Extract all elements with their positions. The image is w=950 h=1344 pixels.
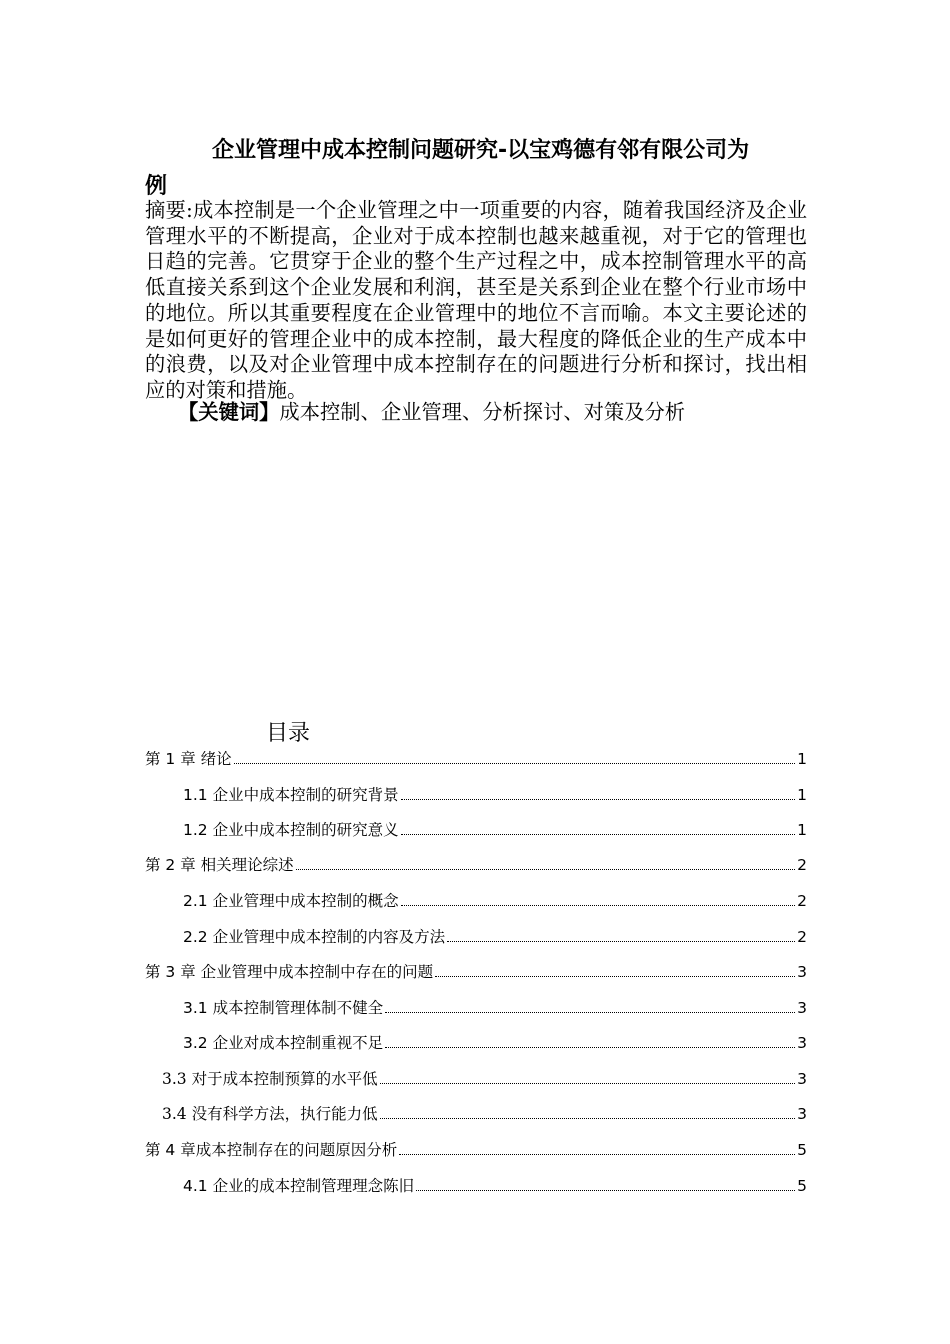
keywords-text: 成本控制、企业管理、分析探讨、对策及分析	[279, 400, 686, 424]
toc-entry-1-1[interactable]	[183, 783, 807, 807]
toc-dot-leader	[385, 1046, 795, 1048]
toc-dot-leader	[447, 940, 795, 942]
toc-entry-3-1[interactable]	[183, 996, 807, 1020]
toc-entry-4-1[interactable]	[183, 1174, 807, 1198]
toc-entry-text: 3.3 对于成本控制预算的水平低	[162, 1070, 378, 1088]
abstract-paragraph: 摘要:成本控制是一个企业管理之中一项重要的内容，随着我国经济及企业管理水平的不断提高，企业对于成本控制也越来越重视，对于它的管理也日趋的完善。它贯穿于企业的整个生产过程之中，成本控制管理水平的高低直接关系到这个企业发展和利润，甚至是关系到企业在整个行业市场中的地位。所以其重要程度在企业管理中的地位不言而喻。本文主要论述的是如何更好的管理企业中的成本控制，最大程度的降低企业的生产成本中的浪费，以及对企业管理中成本控制存在的问题进行分析和探讨，找出相应的对策和措施。	[145, 198, 807, 402]
toc-entry-text: 第 2 章 相关理论综述	[145, 856, 294, 874]
toc-page-number: 3	[797, 999, 807, 1017]
toc-dot-leader	[399, 1153, 795, 1155]
keywords-label: 【关键词】	[178, 400, 280, 424]
toc-dot-leader	[234, 762, 795, 764]
toc-heading: 目录	[266, 721, 311, 746]
toc-page-number: 1	[797, 786, 807, 804]
toc-dot-leader	[380, 1082, 796, 1084]
toc-entry-text: 1.2 企业中成本控制的研究意义	[183, 821, 399, 839]
toc-dot-leader	[401, 904, 796, 906]
toc-page-number: 2	[797, 928, 807, 946]
toc-entry-chapter-3[interactable]	[145, 960, 807, 984]
toc-page-number: 5	[797, 1141, 807, 1159]
toc-entry-2-2[interactable]	[183, 925, 807, 949]
document-title: 企业管理中成本控制问题研究-以宝鸡德有邻有限公司为	[212, 138, 750, 163]
toc-entry-text: 4.1 企业的成本控制管理理念陈旧	[183, 1177, 415, 1195]
toc-entry-text: 3.2 企业对成本控制重视不足	[183, 1034, 384, 1052]
toc-page-number: 3	[797, 963, 807, 981]
toc-entry-chapter-4[interactable]	[145, 1138, 807, 1162]
toc-page-number: 3	[797, 1105, 807, 1123]
toc-page-number: 1	[797, 821, 807, 839]
toc-dot-leader	[401, 798, 796, 800]
toc-dot-leader	[435, 975, 795, 977]
toc-entry-3-4[interactable]	[162, 1102, 807, 1126]
toc-page-number: 2	[797, 892, 807, 910]
toc-entry-text: 第 4 章成本控制存在的问题原因分析	[145, 1141, 398, 1159]
toc-dot-leader	[380, 1117, 796, 1119]
toc-dot-leader	[401, 833, 796, 835]
keywords-line	[178, 399, 685, 425]
toc-entry-text: 2.1 企业管理中成本控制的概念	[183, 892, 399, 910]
toc-dot-leader	[416, 1189, 795, 1191]
toc-page-number: 5	[797, 1177, 807, 1195]
toc-entry-text: 3.4 没有科学方法，执行能力低	[162, 1105, 378, 1123]
toc-entry-text: 1.1 企业中成本控制的研究背景	[183, 786, 399, 804]
toc-entry-2-1[interactable]	[183, 889, 807, 913]
document-title-continued: 例	[145, 174, 168, 199]
toc-dot-leader	[296, 868, 795, 870]
toc-entry-1-2[interactable]	[183, 818, 807, 842]
toc-entry-text: 第 1 章 绪论	[145, 750, 232, 768]
toc-dot-leader	[385, 1011, 795, 1013]
toc-page-number: 3	[797, 1070, 807, 1088]
toc-page-number: 2	[797, 856, 807, 874]
toc-entry-3-3[interactable]	[162, 1067, 807, 1091]
toc-entry-text: 第 3 章 企业管理中成本控制中存在的问题	[145, 963, 434, 981]
toc-page-number: 1	[797, 750, 807, 768]
toc-page-number: 3	[797, 1034, 807, 1052]
toc-entry-text: 3.1 成本控制管理体制不健全	[183, 999, 384, 1017]
toc-entry-3-2[interactable]	[183, 1031, 807, 1055]
toc-entry-chapter-1[interactable]	[145, 747, 807, 771]
toc-entry-chapter-2[interactable]	[145, 853, 807, 877]
toc-entry-text: 2.2 企业管理中成本控制的内容及方法	[183, 928, 446, 946]
